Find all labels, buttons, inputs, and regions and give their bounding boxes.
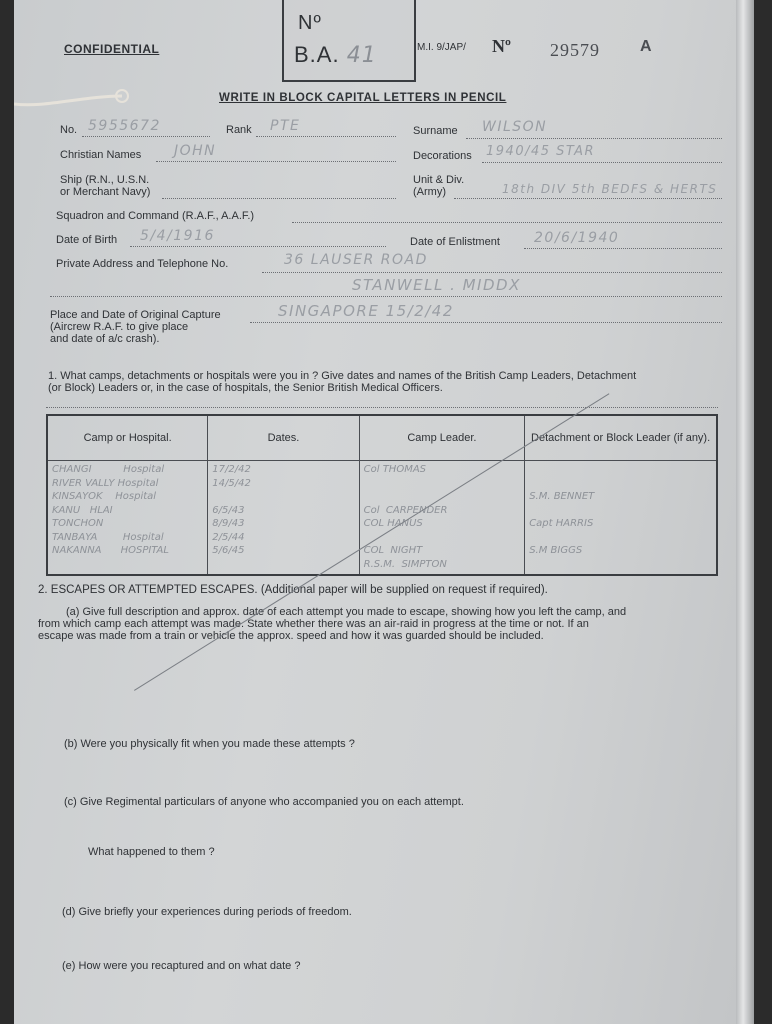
form-number-label: Nº (492, 36, 511, 56)
section2-question-c-followup: What happened to them ? (88, 846, 215, 858)
section1-question-line2: (or Block) Leaders or, in the case of hospitals, the Senior British Medical Officers. (48, 382, 443, 394)
section2-question-a-line3: escape was made from a train or vehicle the approx. speed and how it was guarded should be included. (38, 630, 544, 642)
dates-cell: 17/2/42 14/5/42 6/5/43 8/9/43 2/5/44 5/6/45 (208, 461, 359, 576)
binding-cord (14, 86, 134, 116)
stamp-number-label: Nº (298, 12, 322, 34)
table-row (47, 461, 717, 576)
section2-question-c: (c) Give Regimental particulars of anyone who accompanied you on each attempt. (64, 796, 464, 808)
camps-cell: CHANGI Hospital RIVER VALLY Hospital KINSAYOK Hospital KANU HLAI TONCHON TANBAYA Hospital NAKANNA HOSPITAL (47, 461, 208, 576)
rank-label: Rank (226, 124, 252, 136)
christian-names-value: JOHN (174, 143, 217, 159)
surname-label: Surname (413, 125, 458, 137)
block-leader-column-header: Detachment or Block Leader (if any). (525, 415, 717, 461)
service-number-value: 5955672 (88, 118, 161, 134)
decorations-line (482, 162, 722, 163)
unit-value: 18th DIV 5th BEDFS & HERTS (502, 182, 718, 196)
decorations-value: 1940/45 STAR (486, 144, 596, 159)
section1-question: 1. What camps, detachments or hospitals were you in ? Give dates and names of the British Camp Leaders, Detachment (48, 370, 637, 382)
surname-value: WILSON (482, 119, 548, 135)
unit-label: Unit & Div. (413, 174, 465, 186)
confidential-label: CONFIDENTIAL (64, 42, 160, 56)
paper-edge (736, 0, 754, 1024)
enlistment-value: 20/6/1940 (534, 230, 620, 246)
christian-names-line (156, 161, 396, 162)
section2-question-b: (b) Were you physically fit when you made these attempts ? (64, 738, 355, 750)
enlistment-label: Date of Enlistment (410, 236, 500, 248)
service-number-line (82, 136, 210, 137)
service-number-label: No. (60, 124, 78, 136)
dob-label: Date of Birth (56, 234, 118, 246)
instruction-heading: WRITE IN BLOCK CAPITAL LETTERS IN PENCIL (219, 92, 507, 104)
section1-divider (46, 407, 718, 408)
address-value: 36 LAUSER ROAD (284, 252, 428, 268)
form-page (14, 0, 754, 1024)
rank-line (256, 136, 396, 137)
unit-label-line2: (Army) (413, 186, 446, 198)
squadron-label: Squadron and Command (R.A.F., A.A.F.) (56, 210, 255, 222)
address-line (262, 272, 722, 273)
camp-leader-column-header: Camp Leader. (359, 415, 525, 461)
christian-names-label: Christian Names (60, 149, 142, 161)
section2-question-a-line2: from which camp each attempt was made. State whether there was an air-raid in progress at the time or not. If an (38, 618, 589, 630)
dob-line (130, 246, 386, 247)
dates-column-header: Dates. (208, 415, 359, 461)
section2-question-a: (a) Give full description and approx. date of each attempt you made to escape, showing how you left the camp, and (66, 606, 627, 618)
capture-line (250, 322, 722, 323)
address-value-2: STANWELL . MIDDX (352, 276, 521, 294)
form-number: 29579 (550, 40, 600, 60)
capture-value: SINGAPORE 15/2/42 (278, 302, 454, 320)
mi-reference: M.I. 9/JAP/ (417, 42, 466, 53)
block-stamp (282, 0, 416, 82)
dob-value: 5/4/1916 (140, 228, 215, 244)
form-number-suffix: A (640, 38, 652, 55)
section2-question-e: (e) How were you recaptured and on what date ? (62, 960, 301, 972)
section2-question-d: (d) Give briefly your experiences during periods of freedom. (62, 906, 352, 918)
block-leaders-cell: S.M. BENNET Capt HARRIS S.M BIGGS (525, 461, 717, 576)
decorations-label: Decorations (413, 150, 472, 162)
capture-label: Place and Date of Original Capture (50, 309, 221, 321)
section2-title: 2. ESCAPES OR ATTEMPTED ESCAPES. (Additional paper will be supplied on request if required). (38, 584, 548, 596)
stamp-block-label: B.A. 41 (294, 42, 377, 68)
surname-line (466, 138, 722, 139)
capture-label-line3: and date of a/c crash). (50, 333, 160, 345)
address-line-2 (50, 296, 722, 297)
capture-label-line2: (Aircrew R.A.F. to give place (50, 321, 189, 333)
camps-table (46, 414, 718, 576)
ship-label: Ship (R.N., U.S.N. (60, 174, 150, 186)
squadron-line (292, 222, 722, 223)
ship-label-line2: or Merchant Navy) (60, 186, 151, 198)
camp-column-header: Camp or Hospital. (47, 415, 208, 461)
address-label: Private Address and Telephone No. (56, 258, 229, 270)
table-header-row (47, 415, 717, 461)
camp-leaders-cell: Col THOMAS Col CARPENDER COL HANUS COL NIGHT R.S.M. SIMPTON (359, 461, 525, 576)
rank-value: PTE (270, 118, 301, 134)
enlistment-line (524, 248, 722, 249)
unit-line (454, 198, 722, 199)
stamp-handwritten-number: 41 (346, 43, 377, 68)
ship-line (162, 198, 396, 199)
